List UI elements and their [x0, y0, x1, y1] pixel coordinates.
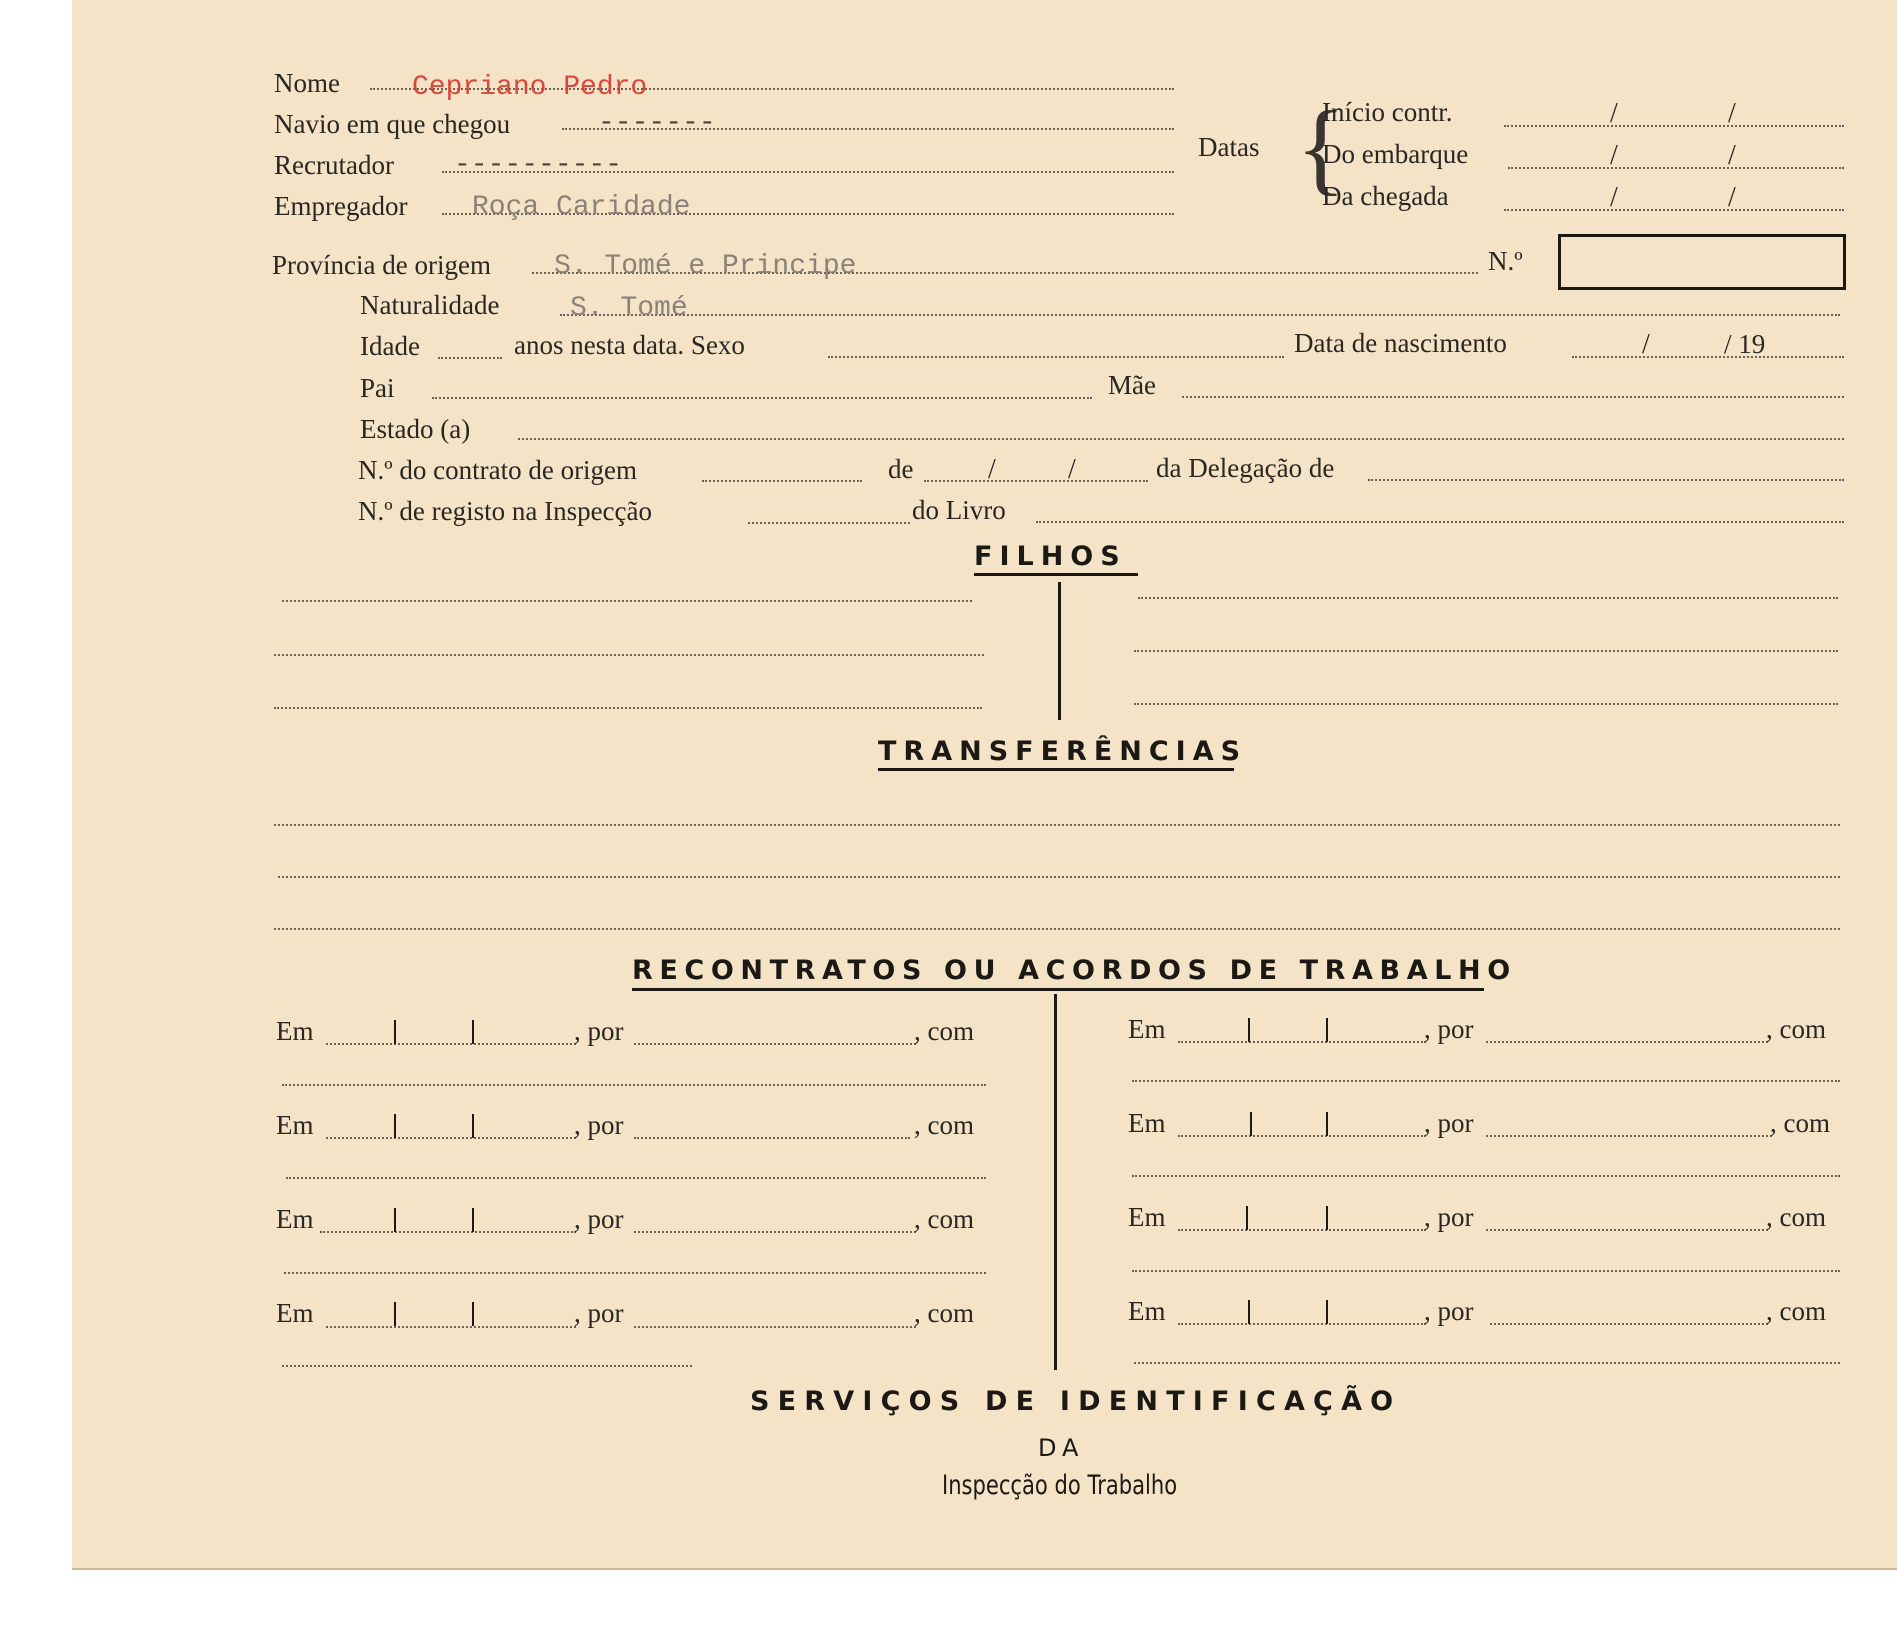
mae-label: Mãe: [1108, 370, 1156, 400]
nome-label: Nome: [274, 68, 340, 98]
date-separator: [394, 1302, 396, 1326]
empregador-label: Empregador: [274, 191, 408, 221]
embarque-slash-1: /: [1610, 140, 1618, 171]
com-line: [284, 1272, 986, 1274]
chegada-line: [1504, 209, 1844, 211]
chegada-label: Da chegada: [1322, 181, 1449, 211]
embarque-label: Do embarque: [1322, 139, 1469, 169]
numero-label: N.º: [1488, 246, 1523, 276]
filhos-divider: [1058, 582, 1061, 720]
datas-label: Datas: [1198, 132, 1260, 162]
footer-inspeccao: Inspecção do Trabalho: [942, 1470, 1178, 1501]
contrato-line: [702, 480, 862, 482]
por-label: , por: [1424, 1108, 1474, 1138]
chegada-slash-1: /: [1610, 182, 1618, 213]
em-label: Em: [1128, 1296, 1166, 1326]
com-label: , com: [914, 1204, 974, 1234]
embarque-slash-2: /: [1728, 140, 1736, 171]
footer-title: SERVIÇOS DE IDENTIFICAÇÃO: [750, 1386, 1402, 1417]
por-line: [1486, 1229, 1768, 1231]
date-separator: [394, 1208, 396, 1232]
date-separator: [1326, 1018, 1328, 1042]
por-label: , por: [574, 1298, 624, 1328]
date-separator: [1246, 1206, 1248, 1230]
recontratos-divider: [1054, 994, 1057, 1370]
por-label: , por: [1424, 1202, 1474, 1232]
pai-line: [432, 397, 1092, 399]
nascimento-year-prefix: / 19: [1724, 329, 1766, 359]
por-label: , por: [574, 1110, 624, 1140]
por-label: , por: [574, 1016, 624, 1046]
date-separator: [1326, 1300, 1328, 1324]
provincia-label: Província de origem: [272, 250, 491, 280]
transferencias-line-2: [278, 876, 1840, 878]
date-line: [1178, 1323, 1426, 1325]
com-line: [1132, 1270, 1840, 1272]
em-label: Em: [1128, 1014, 1166, 1044]
com-line: [286, 1177, 986, 1179]
com-label: , com: [914, 1298, 974, 1328]
por-line: [634, 1231, 916, 1233]
recrutador-label: Recrutador: [274, 150, 394, 180]
registo-line: [748, 522, 910, 524]
date-separator: [1326, 1112, 1328, 1136]
datas-brace: {: [1296, 90, 1346, 205]
por-line: [634, 1326, 916, 1328]
de-label: de: [888, 454, 914, 484]
nome-value: Cepriano Pedro: [412, 72, 648, 103]
por-label: , por: [1424, 1014, 1474, 1044]
filhos-line-left-2: [274, 654, 984, 656]
recontratos-heading: RECONTRATOS OU ACORDOS DE TRABALHO: [632, 955, 1517, 986]
transferencias-heading: TRANSFERÊNCIAS: [878, 736, 1248, 767]
com-label: , com: [914, 1016, 974, 1046]
date-line: [1178, 1135, 1426, 1137]
transferencias-line-1: [274, 824, 1840, 826]
de-slash-1: /: [988, 454, 996, 485]
date-line: [1178, 1041, 1426, 1043]
com-label: , com: [914, 1110, 974, 1140]
date-line: [1178, 1229, 1426, 1231]
date-line: [320, 1231, 576, 1233]
com-line: [1132, 1080, 1840, 1082]
contrato-label: N.º do contrato de origem: [358, 455, 638, 485]
provincia-value: S. Tomé e Principe: [554, 251, 857, 282]
em-label: Em: [276, 1298, 314, 1328]
chegada-slash-2: /: [1728, 182, 1736, 213]
filhos-line-left-1: [282, 600, 972, 602]
anos-label: anos nesta data. Sexo: [514, 330, 745, 360]
mae-line: [1182, 396, 1844, 398]
idade-label: Idade: [360, 331, 420, 361]
estado-label: Estado (a): [360, 414, 471, 444]
filhos-line-left-3: [274, 707, 982, 709]
em-label: Em: [276, 1110, 314, 1140]
inicio-slash-1: /: [1610, 98, 1618, 129]
date-separator: [1326, 1206, 1328, 1230]
naturalidade-value: S. Tomé: [570, 293, 688, 324]
navio-value: -------: [598, 108, 716, 139]
filhos-underline: [974, 573, 1138, 576]
navio-label: Navio em que chegou: [274, 109, 511, 139]
nascimento-label: Data de nascimento: [1294, 328, 1507, 358]
com-line: [282, 1084, 986, 1086]
date-separator: [472, 1208, 474, 1232]
footer-da: DA: [1038, 1434, 1085, 1462]
em-label: Em: [276, 1016, 314, 1046]
pai-label: Pai: [360, 373, 395, 403]
livro-label: do Livro: [912, 495, 1006, 525]
com-label: , com: [1770, 1108, 1830, 1138]
livro-line: [1036, 521, 1844, 523]
naturalidade-line: [560, 314, 1840, 316]
date-separator: [394, 1020, 396, 1044]
date-separator: [472, 1302, 474, 1326]
por-label: , por: [1424, 1296, 1474, 1326]
nascimento-line: [1572, 356, 1844, 358]
filhos-line-right-1: [1138, 597, 1838, 599]
date-line: [326, 1043, 576, 1045]
em-label: Em: [1128, 1108, 1166, 1138]
date-line: [326, 1137, 576, 1139]
date-line: [326, 1326, 576, 1328]
com-label: , com: [1766, 1296, 1826, 1326]
date-separator: [394, 1114, 396, 1138]
filhos-heading: FILHOS: [974, 541, 1127, 572]
delegacao-label: da Delegação de: [1156, 453, 1335, 483]
nascimento-slash: /: [1642, 329, 1650, 360]
por-line: [1490, 1323, 1768, 1325]
de-slash-2: /: [1068, 454, 1076, 485]
por-line: [1486, 1135, 1772, 1137]
idade-line: [438, 357, 502, 359]
com-line: [1134, 1362, 1840, 1364]
recrutador-value: ----------: [454, 150, 623, 181]
sexo-line: [828, 356, 1284, 358]
transferencias-underline: [878, 768, 1234, 771]
por-line: [1486, 1041, 1768, 1043]
recontratos-underline: [632, 988, 1484, 991]
inicio-label: Início contr.: [1322, 97, 1453, 127]
inicio-slash-2: /: [1728, 98, 1736, 129]
date-separator: [1250, 1112, 1252, 1136]
por-line: [634, 1043, 916, 1045]
com-label: , com: [1766, 1014, 1826, 1044]
naturalidade-label: Naturalidade: [360, 290, 500, 320]
com-line: [1132, 1175, 1840, 1177]
em-label: Em: [276, 1204, 314, 1234]
por-line: [634, 1137, 910, 1139]
date-separator: [1248, 1300, 1250, 1324]
filhos-line-right-2: [1134, 650, 1838, 652]
empregador-value: Roça Caridade: [472, 192, 691, 223]
date-separator: [1248, 1018, 1250, 1042]
inicio-line: [1504, 125, 1844, 127]
filhos-line-right-3: [1134, 703, 1838, 705]
transferencias-line-3: [274, 928, 1840, 930]
em-label: Em: [1128, 1202, 1166, 1232]
embarque-line: [1508, 167, 1844, 169]
por-label: , por: [574, 1204, 624, 1234]
registo-label: N.º de registo na Inspecção: [358, 496, 653, 526]
com-line: [282, 1365, 692, 1367]
date-separator: [472, 1020, 474, 1044]
date-separator: [472, 1114, 474, 1138]
com-label: , com: [1766, 1202, 1826, 1232]
delegacao-line: [1368, 479, 1844, 481]
estado-line: [518, 438, 1844, 440]
de-date-line: [924, 480, 1148, 482]
numero-box: [1558, 234, 1846, 290]
